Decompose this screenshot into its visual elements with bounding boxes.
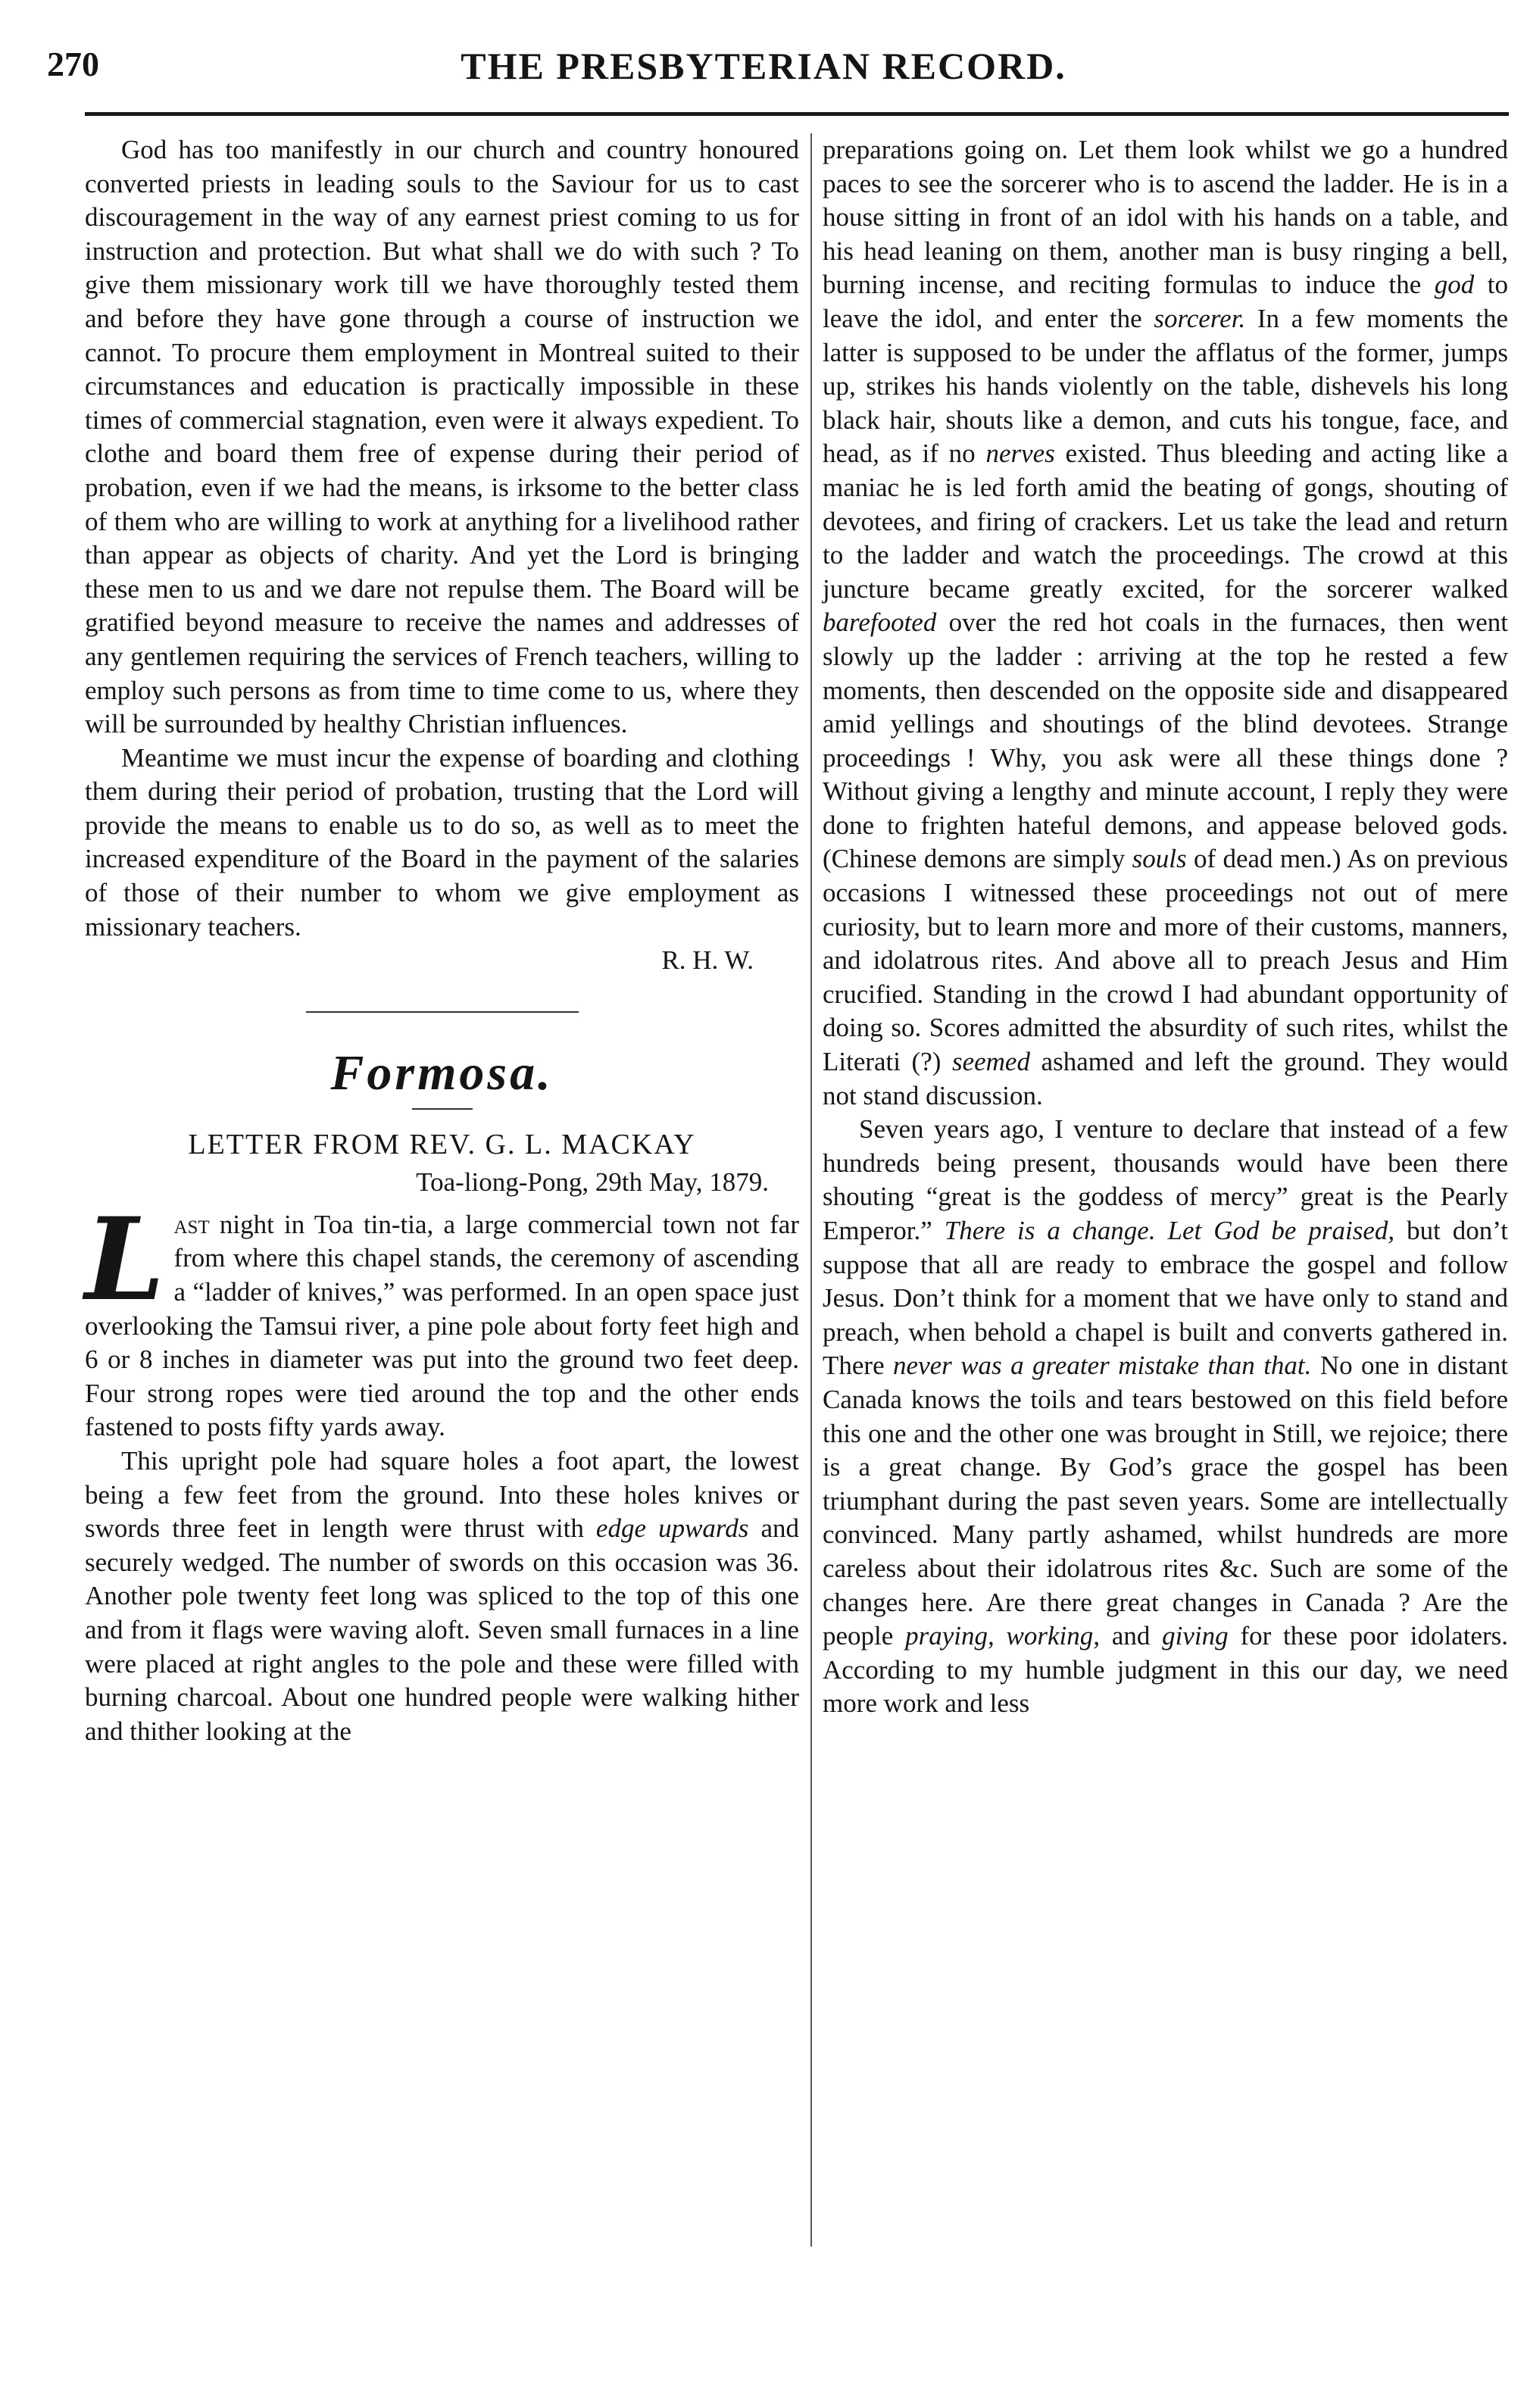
italic-text: barefooted xyxy=(823,607,937,638)
italic-text: god xyxy=(1434,270,1475,300)
paragraph xyxy=(823,133,1508,1113)
header-rule xyxy=(85,112,1509,116)
italic-text: giving xyxy=(1162,1621,1229,1651)
paragraph xyxy=(823,1113,1508,1721)
signature: R. H. W. xyxy=(661,945,754,976)
text-run: but don’t suppose that all are ready to embrace the gospel and follow Jesus. Don’t think for a moment that we have only to stand and preach, when behold a chapel is built and converts gathered in. There xyxy=(823,1216,1508,1381)
title-underline xyxy=(412,1108,473,1110)
letter-heading: LETTER FROM REV. G. L. MACKAY xyxy=(188,1128,696,1160)
italic-text: There is a change. Let God be praised, xyxy=(944,1216,1395,1245)
text-run: over the red hot coals in the furnaces, then went slowly up the ladder : arriving at the top he rested a few moments, then descended on the opposite side and disappeared amid yellings and shoutings of the blind devotees. Strange proceedings ! Why, you ask were all these things done ? Without giving a lengthy and minute account, I reply they were done to frighten hateful demons, and appease beloved gods. (Chinese demons are simply xyxy=(823,607,1508,874)
column-divider xyxy=(810,133,812,2247)
drop-cap: L xyxy=(85,1192,165,1326)
paragraph: God has too manifestly in our church and country honoured converted priests in leading souls to the Saviour for us to cast discouragement in the way of any earnest priest coming to us for instruction and protection. But what shall we do with such ? To give them missionary work till we have thoroughly tested them and before they have gone through a course of instruction we cannot. To procure them employment in Montreal suited to their circumstances and education is practically impossible in these times of commercial stagnation, even were it always expedient. To clothe and board them free of expense during their period of probation, even if we had the means, is irksome to the better class of them who are willing to work at anything for a livelihood rather than appear as objects of charity. And yet the Lord is bringing these men to us and we dare not repulse them. The Board will be gratified beyond measure to receive the names and addresses of any gentlemen requiring the services of French teachers, willing to employ such persons as from time to time come to us, where they will be surrounded by healthy Christian influences. xyxy=(85,135,799,739)
text-run: and securely wedged. The number of swords on this occasion was 36. Another pole twenty feet long was spliced to the top of this one and from it flags were waving aloft. Seven small furnaces in a line were placed at right angles to the pole and these were filled with burning charcoal. About one hundred people were walking hither and thither looking at the xyxy=(85,1513,799,1746)
text-run: existed. Thus bleeding and acting like a maniac he is led forth amid the beating of gongs, shouting of devotees, and firing of crackers. Let us take the lead and return to the ladder and watch the proceedings. The crowd at this juncture became greatly excited, for the sorcerer walked xyxy=(823,439,1509,604)
paragraph xyxy=(85,1192,799,1444)
text-run: for these poor idolaters. According to my humble judgment in this our day, we need more work and less xyxy=(823,1621,1508,1719)
section-title: Formosa. xyxy=(330,1045,554,1101)
text-run: to leave the idol, and enter the xyxy=(823,270,1508,333)
italic-text: never was a greater mistake than that. xyxy=(893,1351,1312,1381)
running-title: THE PRESBYTERIAN RECORD. xyxy=(461,45,1066,87)
italic-text: edge upwards xyxy=(595,1513,749,1544)
text-run: This upright pole had square holes a foot apart, the lowest being a few feet from the ground. Into these holes knives or swords three feet in length were thrust with xyxy=(85,1446,799,1544)
text-run: preparations going on. Let them look whilst we go a hundred paces to see the sorcerer who is to ascend the ladder. He is in a house sitting in front of an idol with his hands on a table, and his head leaning on them, another man is busy ringing a bell, burning incense, and reciting formulas to induce the xyxy=(823,135,1508,300)
lead-in: ast xyxy=(173,1209,210,1239)
section-divider xyxy=(306,1011,579,1013)
page-header xyxy=(0,39,1527,115)
right-column xyxy=(823,133,1508,1721)
left-column xyxy=(85,133,799,1748)
page-number: 270 xyxy=(47,45,99,83)
text-run: In a few moments the latter is supposed to be under the afflatus of the former, jumps up, strikes his hands violently on the table, dishevels his long black hair, shouts like a demon, and cuts his tongue, face, and head, as if no xyxy=(823,303,1509,469)
text-run: No one in distant Canada knows the toils and tears bestowed on this field before this one and the other one was brought in Still, we rejoice; there is a great change. By God’s grace the gospel has been triumphant during the past seven years. Some are intellectually convinced. Many partly ashamed, whilst hundreds are more careless about their idolatrous rites &c. Such are some of the changes here. Are there great changes in Canada ? Are the people xyxy=(823,1351,1508,1651)
italic-text: souls xyxy=(1132,844,1187,874)
text-run: night in Toa tin-tia, a large commercial town not far from where this chapel stands, the ceremony of ascending a “ladder of knives,” was performed. In an open space just overlooking the Tamsui river, a pine pole about forty feet high and 6 or 8 inches in diameter was put into the ground two feet deep. Four strong ropes were tied around the top and the other ends fastened to posts fifty yards away. xyxy=(85,1209,799,1442)
text-run: of dead men.) As on previous occasions I witnessed these proceedings not out of mere curiosity, but to learn more and more of their customs, manners, and idolatrous rites. And above all to preach Jesus and Him crucified. Standing in the crowd I had abundant opportunity of doing so. Scores admitted the absurdity of such rites, whilst the Literati (?) xyxy=(823,844,1509,1077)
dateline: Toa-liong-Pong, 29th May, 1879. xyxy=(416,1167,769,1197)
text-run: Seven years ago, I venture to declare that instead of a few hundreds being present, thousands would have been there shouting “great is the goddess of mercy” great is the Pearly Emperor.” xyxy=(823,1114,1508,1245)
paragraph: Meantime we must incur the expense of boarding and clothing them during their period of probation, trusting that the Lord will provide the means to enable us to do so, as well as to meet the increased expenditure of the Board in the payment of the salaries of those of their number to whom we give employment as missionary teachers. xyxy=(85,742,799,942)
paragraph xyxy=(85,1444,799,1748)
text-run: and xyxy=(1100,1621,1163,1651)
italic-text: nerves xyxy=(985,439,1055,469)
italic-text: praying, working, xyxy=(905,1621,1101,1651)
italic-text: seemed xyxy=(951,1047,1030,1077)
italic-text: sorcerer. xyxy=(1154,303,1246,333)
text-run: ashamed and left the ground. They would not stand discussion. xyxy=(823,1047,1508,1110)
